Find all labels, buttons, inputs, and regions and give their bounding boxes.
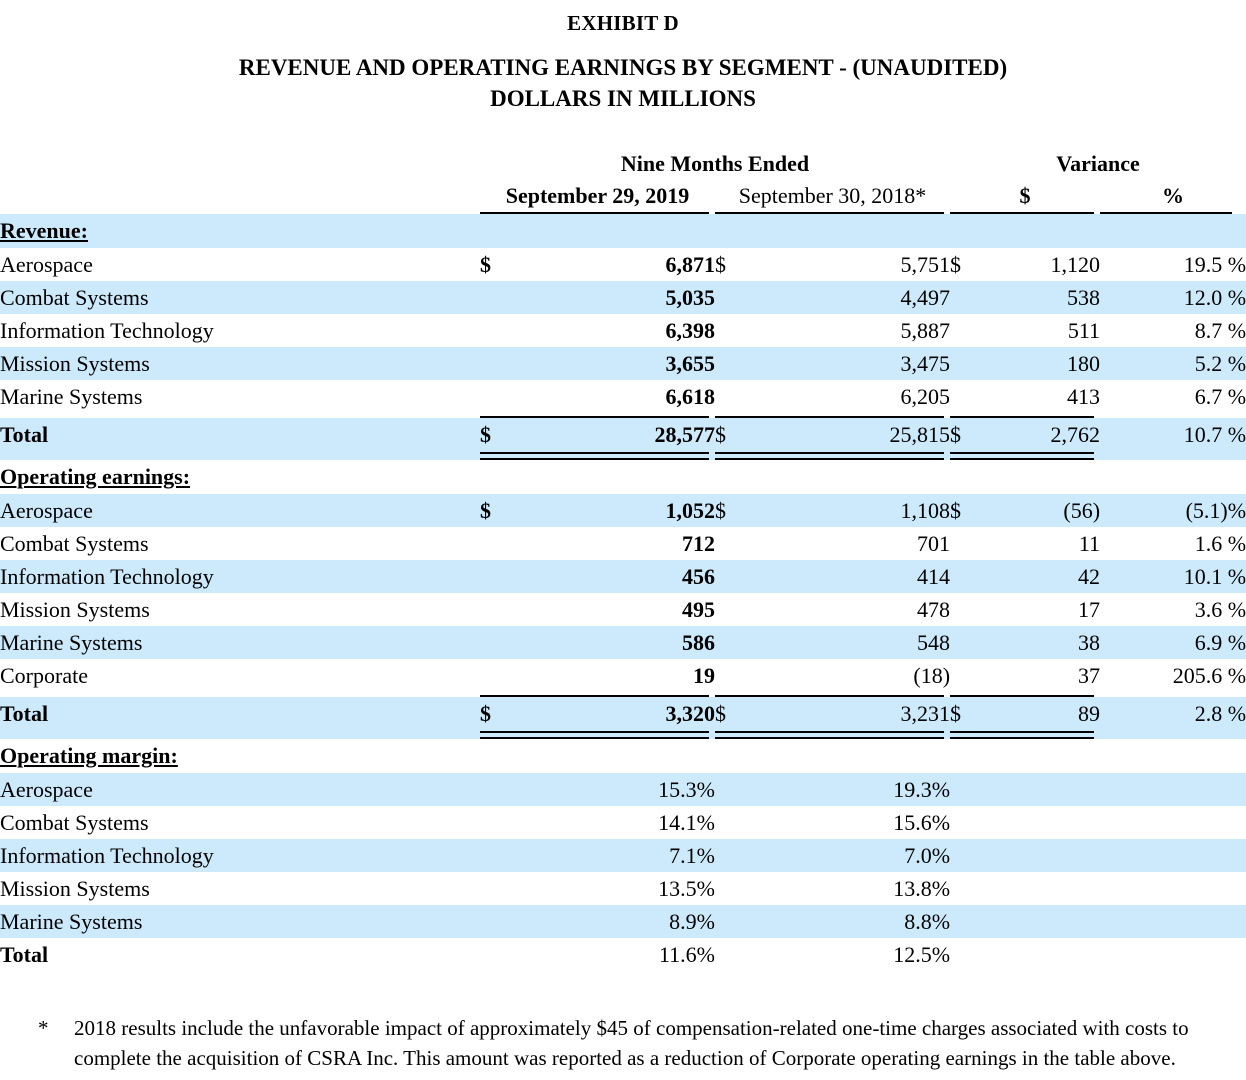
margin-pad-2 bbox=[980, 839, 1100, 872]
section-pad-2 bbox=[510, 214, 715, 248]
total-currency-2018: $ bbox=[715, 418, 745, 451]
total-label: Total bbox=[0, 418, 480, 451]
row-margin-2018: 13.8% bbox=[715, 872, 950, 905]
row-label: Mission Systems bbox=[0, 593, 480, 626]
row-variance-dollar: (56) bbox=[980, 494, 1100, 527]
table-row bbox=[0, 593, 1246, 626]
margin-pad-1 bbox=[950, 872, 980, 905]
row-value-2019: 6,398 bbox=[510, 314, 715, 347]
total-bottom-rule-2018 bbox=[715, 730, 950, 739]
section-title: Operating margin: bbox=[0, 739, 480, 773]
row-label: Corporate bbox=[0, 659, 480, 692]
margin-pad-2 bbox=[980, 773, 1100, 806]
table-row bbox=[0, 839, 1246, 872]
row-margin-2018: 8.8% bbox=[715, 905, 950, 938]
row-value-2018: 414 bbox=[745, 560, 950, 593]
row-label: Combat Systems bbox=[0, 527, 480, 560]
row-currency-variance bbox=[950, 659, 980, 692]
row-currency-2018 bbox=[715, 593, 745, 626]
column-header-2019: September 29, 2019 bbox=[505, 183, 690, 208]
table-row bbox=[0, 659, 1246, 692]
row-currency-2018 bbox=[715, 380, 745, 413]
row-value-2018: (18) bbox=[745, 659, 950, 692]
row-label: Marine Systems bbox=[0, 380, 480, 413]
table-group-header-row bbox=[0, 148, 1246, 180]
row-currency-2019 bbox=[480, 314, 510, 347]
table-row bbox=[0, 314, 1246, 347]
margin-pad-3 bbox=[1100, 806, 1246, 839]
row-label: Marine Systems bbox=[0, 626, 480, 659]
section-pad-7 bbox=[1100, 214, 1246, 248]
margin-pad-2 bbox=[980, 806, 1100, 839]
row-currency-2019: $ bbox=[480, 248, 510, 281]
table-column-header-row bbox=[0, 180, 1246, 211]
section-pad-3 bbox=[715, 214, 745, 248]
margin-pad-2 bbox=[980, 872, 1100, 905]
row-value-2019: 3,655 bbox=[510, 347, 715, 380]
row-currency-2018 bbox=[715, 281, 745, 314]
row-currency-variance bbox=[950, 593, 980, 626]
section-header-revenue bbox=[0, 214, 1246, 248]
margin-pad-1 bbox=[950, 938, 980, 971]
row-label: Combat Systems bbox=[0, 281, 480, 314]
total-bottom-rule-2018 bbox=[715, 451, 950, 460]
margin-pad-3 bbox=[1100, 938, 1246, 971]
row-value-2019: 456 bbox=[510, 560, 715, 593]
margin-pad-2 bbox=[980, 938, 1100, 971]
margin-pad-1 bbox=[950, 806, 980, 839]
row-currency-variance bbox=[950, 626, 980, 659]
total-bottom-rule-pct bbox=[1100, 730, 1246, 739]
row-label: Aerospace bbox=[0, 773, 480, 806]
group-header-period: Nine Months Ended bbox=[620, 151, 810, 176]
total-bottom-rule-variance bbox=[950, 730, 1100, 739]
title-block bbox=[0, 0, 1246, 114]
margin-pad-1 bbox=[950, 839, 980, 872]
total-margin-2019: 11.6% bbox=[480, 938, 715, 971]
row-variance-dollar: 42 bbox=[980, 560, 1100, 593]
section-pad-1 bbox=[480, 214, 510, 248]
financial-table-wrapper bbox=[0, 148, 1246, 971]
row-margin-2019: 15.3% bbox=[480, 773, 715, 806]
row-currency-2019 bbox=[480, 560, 510, 593]
section-pad-4 bbox=[745, 739, 950, 773]
row-value-2018: 478 bbox=[745, 593, 950, 626]
total-currency-variance: $ bbox=[950, 418, 980, 451]
row-variance-percent: 19.5 % bbox=[1100, 248, 1246, 281]
row-currency-2019: $ bbox=[480, 494, 510, 527]
row-currency-2019 bbox=[480, 593, 510, 626]
row-label: Aerospace bbox=[0, 494, 480, 527]
row-variance-percent: 5.2 % bbox=[1100, 347, 1246, 380]
row-value-2018: 6,205 bbox=[745, 380, 950, 413]
total-label: Total bbox=[0, 938, 480, 971]
row-currency-2018 bbox=[715, 659, 745, 692]
row-currency-2019 bbox=[480, 527, 510, 560]
row-variance-percent: (5.1)% bbox=[1100, 494, 1246, 527]
row-currency-variance bbox=[950, 281, 980, 314]
row-variance-dollar: 413 bbox=[980, 380, 1100, 413]
total-bottom-rule-spacer bbox=[0, 730, 480, 739]
table-row bbox=[0, 494, 1246, 527]
total-currency-2019: $ bbox=[480, 418, 510, 451]
table-row bbox=[0, 773, 1246, 806]
row-label: Information Technology bbox=[0, 560, 480, 593]
total-value-2019: 3,320 bbox=[510, 697, 715, 730]
total-bottom-rule-variance bbox=[950, 451, 1100, 460]
row-currency-variance bbox=[950, 347, 980, 380]
row-variance-percent: 6.9 % bbox=[1100, 626, 1246, 659]
section-pad-6 bbox=[980, 214, 1100, 248]
row-currency-variance bbox=[950, 527, 980, 560]
report-subtitle: DOLLARS IN MILLIONS bbox=[490, 86, 756, 111]
row-label: Mission Systems bbox=[0, 872, 480, 905]
section-pad-5 bbox=[950, 214, 980, 248]
section-pad-7 bbox=[1100, 739, 1246, 773]
total-bottom-rule-2019 bbox=[480, 730, 715, 739]
row-label: Information Technology bbox=[0, 839, 480, 872]
row-label: Aerospace bbox=[0, 248, 480, 281]
total-margin-2018: 12.5% bbox=[715, 938, 950, 971]
row-value-2019: 712 bbox=[510, 527, 715, 560]
row-value-2018: 4,497 bbox=[745, 281, 950, 314]
row-value-2018: 3,475 bbox=[745, 347, 950, 380]
row-margin-2019: 13.5% bbox=[480, 872, 715, 905]
total-row bbox=[0, 697, 1246, 730]
row-margin-2019: 14.1% bbox=[480, 806, 715, 839]
row-variance-dollar: 37 bbox=[980, 659, 1100, 692]
total-variance-dollar: 89 bbox=[980, 697, 1100, 730]
row-currency-variance bbox=[950, 560, 980, 593]
row-value-2019: 495 bbox=[510, 593, 715, 626]
row-currency-variance: $ bbox=[950, 248, 980, 281]
total-variance-percent: 2.8 % bbox=[1100, 697, 1246, 730]
table-row bbox=[0, 626, 1246, 659]
margin-pad-1 bbox=[950, 773, 980, 806]
total-currency-variance: $ bbox=[950, 697, 980, 730]
total-value-2018: 3,231 bbox=[745, 697, 950, 730]
total-value-2019: 28,577 bbox=[510, 418, 715, 451]
row-variance-dollar: 511 bbox=[980, 314, 1100, 347]
row-currency-2018 bbox=[715, 314, 745, 347]
group-header-variance: Variance bbox=[1056, 151, 1140, 176]
row-currency-2019 bbox=[480, 347, 510, 380]
row-label: Mission Systems bbox=[0, 347, 480, 380]
footnote bbox=[0, 1013, 1246, 1073]
row-currency-2019 bbox=[480, 626, 510, 659]
table-row bbox=[0, 380, 1246, 413]
margin-pad-3 bbox=[1100, 773, 1246, 806]
column-header-spacer bbox=[0, 180, 480, 211]
total-bottom-rule-2019 bbox=[480, 451, 715, 460]
table-row bbox=[0, 347, 1246, 380]
table-row bbox=[0, 872, 1246, 905]
row-value-2018: 1,108 bbox=[745, 494, 950, 527]
total-row bbox=[0, 418, 1246, 451]
row-variance-percent: 3.6 % bbox=[1100, 593, 1246, 626]
row-currency-2018 bbox=[715, 560, 745, 593]
section-header-operating-margin bbox=[0, 739, 1246, 773]
row-variance-percent: 8.7 % bbox=[1100, 314, 1246, 347]
row-variance-dollar: 17 bbox=[980, 593, 1100, 626]
group-header-spacer bbox=[0, 148, 480, 180]
row-margin-2018: 19.3% bbox=[715, 773, 950, 806]
row-value-2019: 6,618 bbox=[510, 380, 715, 413]
section-pad-4 bbox=[745, 460, 950, 494]
total-variance-percent: 10.7 % bbox=[1100, 418, 1246, 451]
footnote-marker: * bbox=[38, 1016, 49, 1040]
section-pad-2 bbox=[510, 460, 715, 494]
row-value-2018: 5,751 bbox=[745, 248, 950, 281]
section-pad-2 bbox=[510, 739, 715, 773]
section-pad-4 bbox=[745, 214, 950, 248]
margin-pad-3 bbox=[1100, 872, 1246, 905]
total-row bbox=[0, 938, 1246, 971]
revenue-operating-earnings-table bbox=[0, 148, 1246, 971]
row-value-2018: 701 bbox=[745, 527, 950, 560]
row-currency-2019 bbox=[480, 281, 510, 314]
table-row bbox=[0, 527, 1246, 560]
section-pad-5 bbox=[950, 739, 980, 773]
row-label: Information Technology bbox=[0, 314, 480, 347]
row-currency-2018 bbox=[715, 626, 745, 659]
row-currency-variance bbox=[950, 314, 980, 347]
row-value-2019: 1,052 bbox=[510, 494, 715, 527]
margin-pad-3 bbox=[1100, 905, 1246, 938]
row-margin-2019: 8.9% bbox=[480, 905, 715, 938]
total-bottom-rule-row bbox=[0, 730, 1246, 739]
margin-pad-3 bbox=[1100, 839, 1246, 872]
row-label: Marine Systems bbox=[0, 905, 480, 938]
column-header-2018: September 30, 2018* bbox=[738, 183, 927, 208]
report-title: REVENUE AND OPERATING EARNINGS BY SEGMENT - (UNAUDITED) bbox=[238, 55, 1008, 80]
row-value-2019: 19 bbox=[510, 659, 715, 692]
exhibit-label: EXHIBIT D bbox=[567, 11, 679, 35]
section-pad-7 bbox=[1100, 460, 1246, 494]
column-header-variance-percent: % bbox=[1162, 183, 1185, 208]
row-currency-2018: $ bbox=[715, 494, 745, 527]
total-value-2018: 25,815 bbox=[745, 418, 950, 451]
row-value-2019: 6,871 bbox=[510, 248, 715, 281]
row-variance-dollar: 180 bbox=[980, 347, 1100, 380]
row-variance-percent: 12.0 % bbox=[1100, 281, 1246, 314]
table-row bbox=[0, 281, 1246, 314]
row-currency-2019 bbox=[480, 659, 510, 692]
section-header-operating-earnings bbox=[0, 460, 1246, 494]
table-row bbox=[0, 905, 1246, 938]
table-row bbox=[0, 560, 1246, 593]
section-pad-1 bbox=[480, 460, 510, 494]
row-variance-percent: 10.1 % bbox=[1100, 560, 1246, 593]
total-currency-2018: $ bbox=[715, 697, 745, 730]
margin-pad-1 bbox=[950, 905, 980, 938]
total-bottom-rule-pct bbox=[1100, 451, 1246, 460]
section-pad-6 bbox=[980, 460, 1100, 494]
footnote-text: 2018 results include the unfavorable impact of approximately $45 of compensation-related one-time charges associated with costs to complete the acquisition of CSRA Inc. This amount was reported as a reduction of Corporate operating earnings in the table above. bbox=[74, 1016, 1189, 1070]
section-pad-3 bbox=[715, 739, 745, 773]
row-variance-percent: 6.7 % bbox=[1100, 380, 1246, 413]
row-currency-2019 bbox=[480, 380, 510, 413]
section-pad-1 bbox=[480, 739, 510, 773]
total-label: Total bbox=[0, 697, 480, 730]
row-currency-2018: $ bbox=[715, 248, 745, 281]
row-currency-2018 bbox=[715, 527, 745, 560]
row-value-2018: 548 bbox=[745, 626, 950, 659]
row-variance-percent: 1.6 % bbox=[1100, 527, 1246, 560]
row-variance-dollar: 38 bbox=[980, 626, 1100, 659]
row-margin-2018: 7.0% bbox=[715, 839, 950, 872]
row-variance-dollar: 1,120 bbox=[980, 248, 1100, 281]
row-value-2018: 5,887 bbox=[745, 314, 950, 347]
total-bottom-rule-spacer bbox=[0, 451, 480, 460]
total-bottom-rule-row bbox=[0, 451, 1246, 460]
row-variance-dollar: 11 bbox=[980, 527, 1100, 560]
margin-pad-2 bbox=[980, 905, 1100, 938]
table-row bbox=[0, 806, 1246, 839]
column-header-variance-dollar: $ bbox=[1019, 183, 1031, 208]
section-pad-6 bbox=[980, 739, 1100, 773]
row-value-2019: 5,035 bbox=[510, 281, 715, 314]
row-value-2019: 586 bbox=[510, 626, 715, 659]
row-variance-percent: 205.6 % bbox=[1100, 659, 1246, 692]
total-variance-dollar: 2,762 bbox=[980, 418, 1100, 451]
row-currency-variance: $ bbox=[950, 494, 980, 527]
section-title: Operating earnings: bbox=[0, 460, 480, 494]
table-row bbox=[0, 248, 1246, 281]
row-label: Combat Systems bbox=[0, 806, 480, 839]
row-margin-2019: 7.1% bbox=[480, 839, 715, 872]
row-variance-dollar: 538 bbox=[980, 281, 1100, 314]
section-title: Revenue: bbox=[0, 214, 480, 248]
total-currency-2019: $ bbox=[480, 697, 510, 730]
row-currency-2018 bbox=[715, 347, 745, 380]
row-margin-2018: 15.6% bbox=[715, 806, 950, 839]
section-pad-3 bbox=[715, 460, 745, 494]
row-currency-variance bbox=[950, 380, 980, 413]
section-pad-5 bbox=[950, 460, 980, 494]
